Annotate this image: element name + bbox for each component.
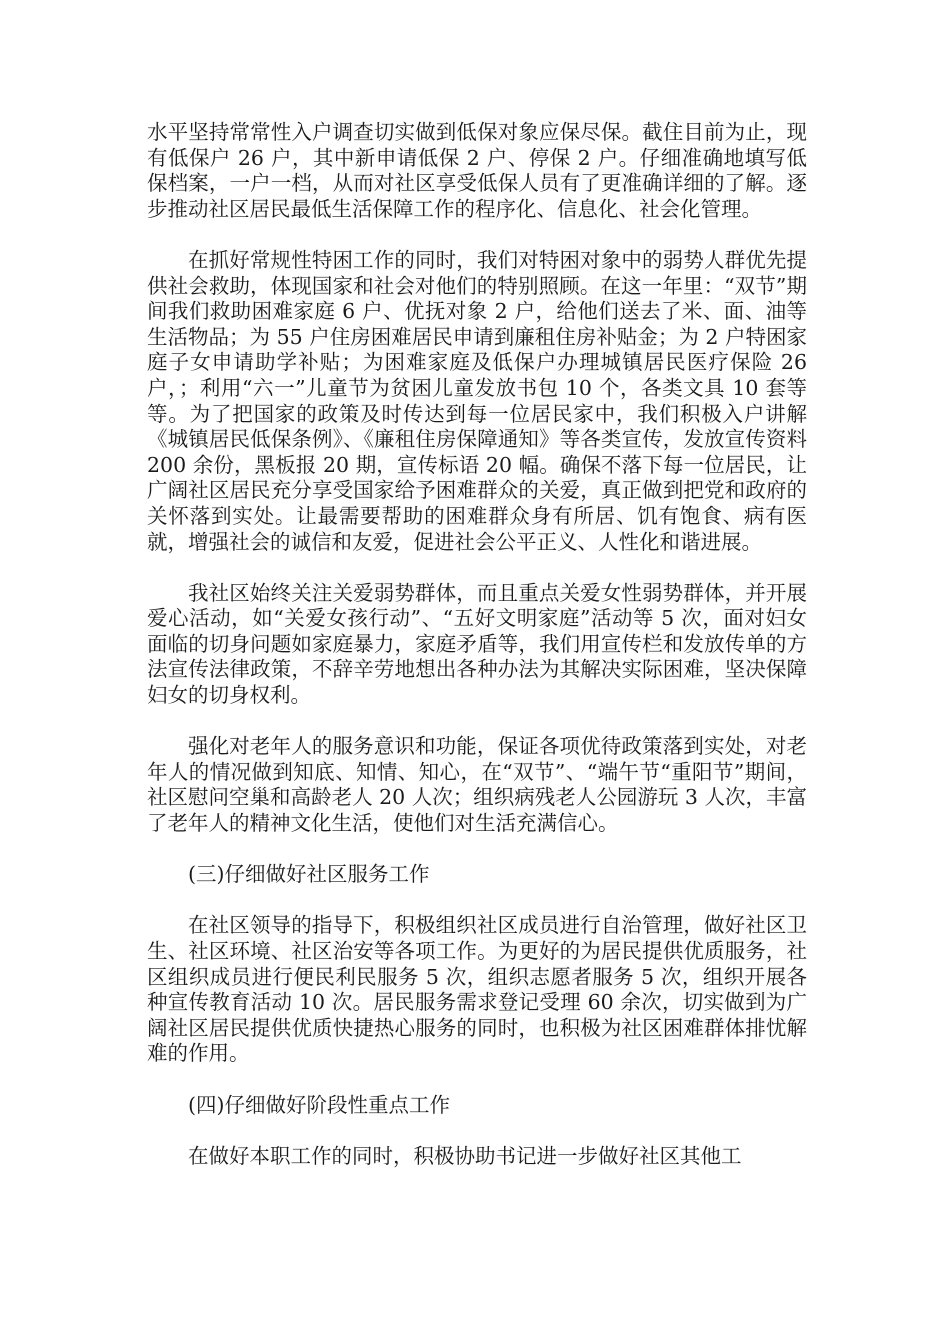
section-heading-key-work: (四)仔细做好阶段性重点工作 [188,1092,450,1117]
paragraph-low-income-survey: 水平坚持常常性入户调查切实做到低保对象应保尽保。截住目前为止，现有低保户 26 户，其中新申请低保 2 户、停保 2 户。仔细准确地填写低保档案，一户一档，从而对社区享受低保人员有了更准确详细的了解。逐步推动社区居民最低生活保障工作的程序化、信息化、社会化管理。 [147,120,807,221]
document-page [147,120,807,1195]
paragraph-community-service: 在社区领导的指导下，积极组织社区成员进行自治管理，做好社区卫生、社区环境、社区治安等各项工作。为更好的为居民提供优质服务，社区组织成员进行便民利民服务 5 次，组织志愿者服务 5 次，组织开展各种宣传教育活动 10 次。居民服务需求登记受理 60 余次，切实做到为广阔社区居民提供优质快捷热心服务的同时，也积极为社区困难群体排忧解难的作用。 [147,913,807,1066]
paragraph-elderly-services: 强化对老年人的服务意识和功能，保证各项优待政策落到实处，对老年人的情况做到知底、知情、知心，在“双节”、“端午节“重阳节”期间，社区慰问空巢和高龄老人 20 人次；组织病残老人公园游玩 3 人次，丰富了老年人的精神文化生活，使他们对生活充满信心。 [147,734,807,836]
paragraph-special-assistance: 在抓好常规性特困工作的同时，我们对特困对象中的弱势人群优先提供社会救助，体现国家和社会对他们的特别照顾。在这一年里：“双节”期间我们救助困难家庭 6 户、优抚对象 2 户，给他们送去了米、面、油等生活物品；为 55 户住房困难居民申请到廉租住房补贴金；为 2 户特困家庭子女申请助学补贴；为困难家庭及低保户办理城镇居民医疗保险 26 户，；利用“六一”儿童节为贫困儿童发放书包 10 个，各类文具 10 套等等。为了把国家的政策及时传达到每一位居民家中，我们积极入户讲解《城镇居民低保条例》、《廉租住房保障通知》等各类宣传，发放宣传资料 200 余份，黑板报 20 期，宣传标语 20 幅。确保不落下每一位居民，让广阔社区居民充分享受国家给予困难群众的关爱，真正做到把党和政府的关怀落到实处。让最需要帮助的困难群众身有所居、饥有饱食、病有医就，增强社会的诚信和友爱，促进社会公平正义、人性化和谐进展。 [147,247,807,554]
paragraph-vulnerable-women: 我社区始终关注关爱弱势群体，而且重点关爱女性弱势群体，并开展爱心活动，如“关爱女孩行动”、“五好文明家庭”活动等 5 次，面对妇女面临的切身问题如家庭暴力，家庭矛盾等，我们用宣传栏和发放传单的方法宣传法律政策，不辞辛劳地想出各种办法为其解决实际困难，坚决保障妇女的切身权利。 [147,580,807,708]
paragraph-key-work: 在做好本职工作的同时，积极协助书记进一步做好社区其他工 [188,1143,742,1168]
section-heading-community-service: (三)仔细做好社区服务工作 [188,862,430,887]
